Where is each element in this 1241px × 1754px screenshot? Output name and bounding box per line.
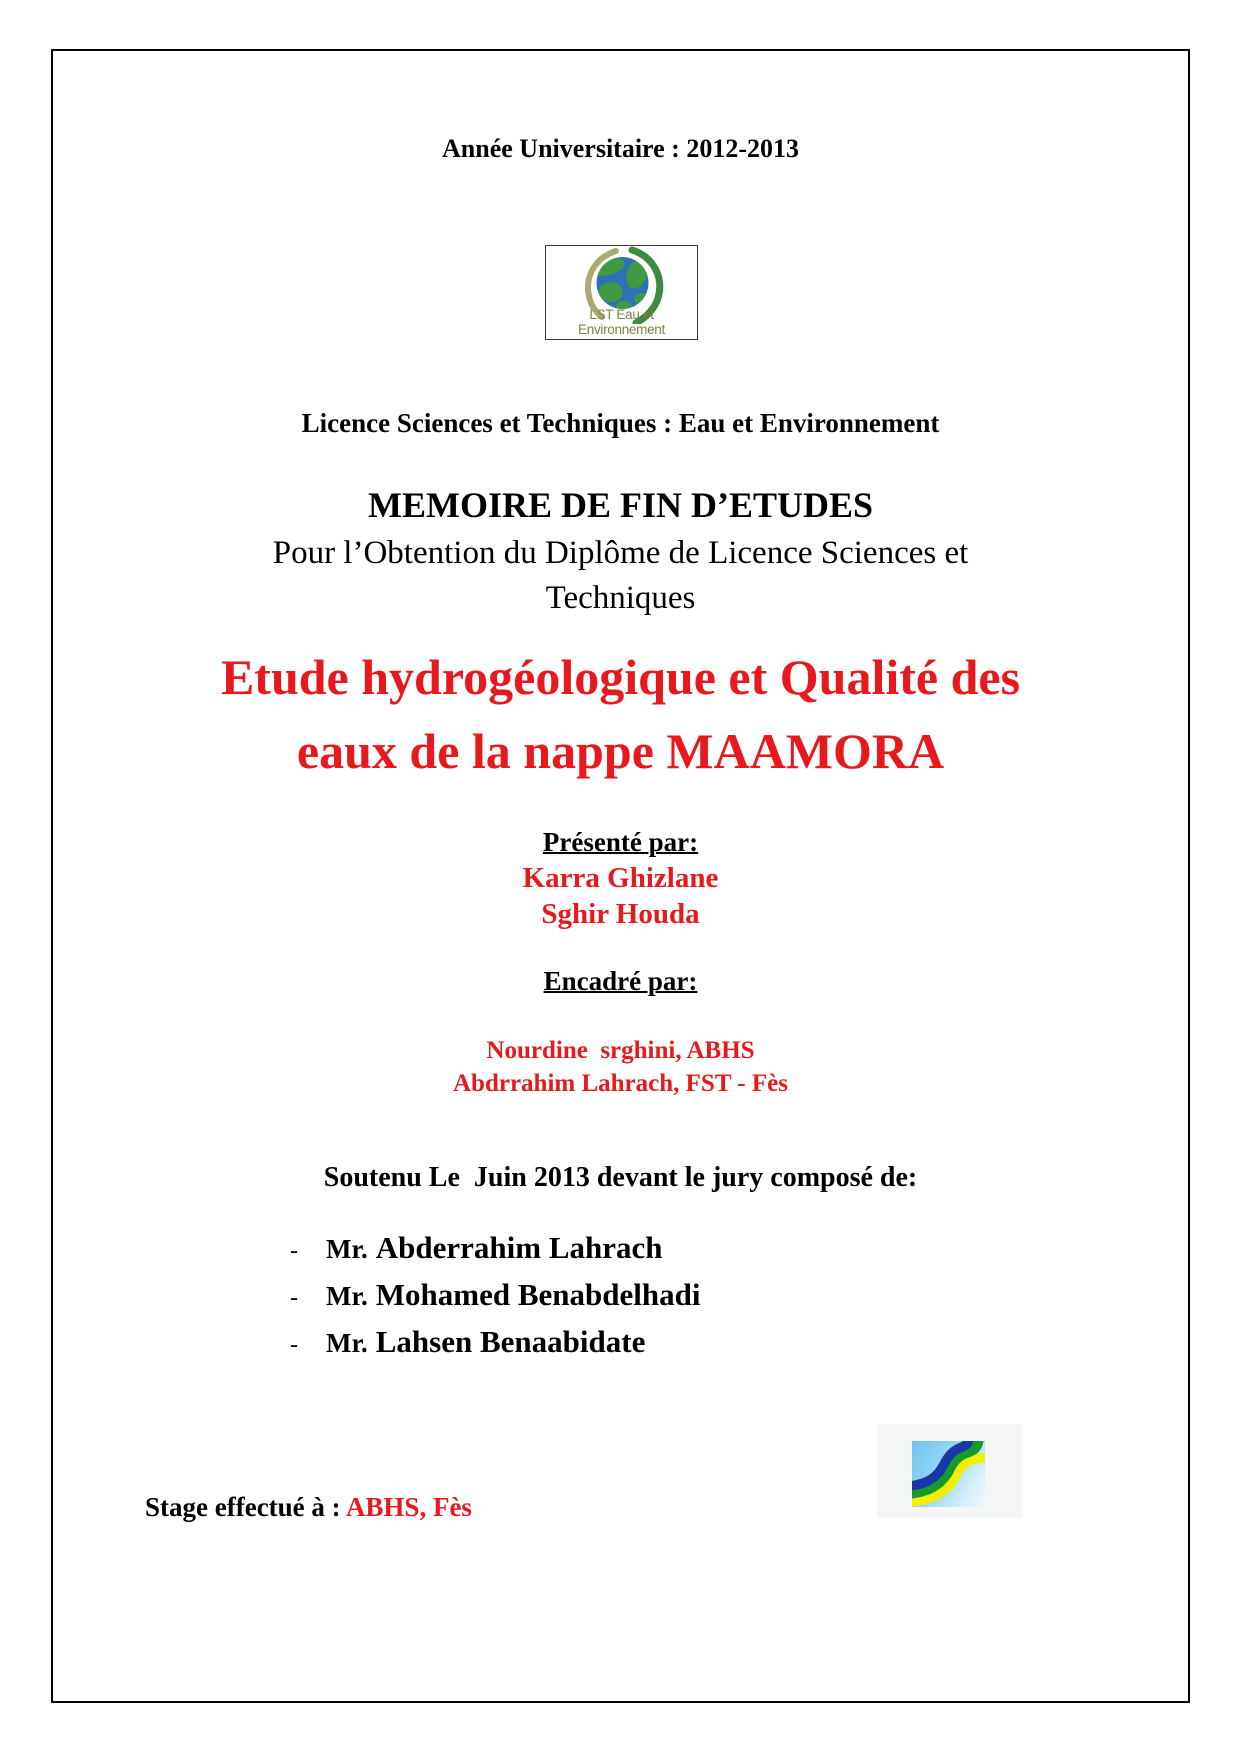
author-name: Karra Ghizlane <box>522 862 719 894</box>
thesis-title-line-1: Etude hydrogéologique et Qualité des <box>220 649 1021 705</box>
supervisor-name: Abdrrahim Lahrach, FST - Fès <box>453 1070 788 1097</box>
presented-by-label: Présenté par: <box>542 827 699 857</box>
internship-location: ABHS, Fès <box>345 1492 472 1522</box>
author-name: Sghir Houda <box>541 898 700 930</box>
internship-line <box>145 1492 472 1523</box>
memoir-heading: MEMOIRE DE FIN D’ETUDES <box>367 485 874 525</box>
thesis-title <box>53 640 1188 788</box>
list-dash-bullet: - <box>290 1285 298 1311</box>
authors-list <box>53 860 1188 932</box>
jury-member-name: Mohamed Benabdelhadi <box>375 1277 701 1312</box>
memoir-subtitle <box>53 531 1188 621</box>
lst-logo <box>545 245 698 340</box>
jury-member-name: Lahsen Benaabidate <box>375 1324 646 1359</box>
supervisor-name: Nourdine srghini, ABHS <box>486 1037 755 1064</box>
jury-list <box>290 1230 700 1371</box>
defense-line: Soutenu Le Juin 2013 devant le jury composé de: <box>323 1162 918 1193</box>
list-dash-bullet: - <box>290 1332 298 1358</box>
jury-member-row <box>290 1277 700 1324</box>
jury-member-title: Mr. <box>326 1234 368 1264</box>
academic-year: Année Universitaire : 2012-2013 <box>442 134 799 163</box>
lst-logo-caption: LST Eau et Environnement <box>578 307 665 337</box>
thesis-title-line-2: eaux de la nappe MAAMORA <box>296 723 945 779</box>
memoir-subtitle-line-2: Techniques <box>545 580 696 616</box>
abhs-logo <box>912 1441 985 1507</box>
jury-member-row <box>290 1324 700 1371</box>
supervisors-list <box>53 1034 1188 1100</box>
jury-member-row <box>290 1230 700 1277</box>
jury-member-name: Abderrahim Lahrach <box>375 1230 663 1265</box>
memoir-subtitle-line-1: Pour l’Obtention du Diplôme de Licence Sciences et <box>272 535 969 571</box>
jury-member-title: Mr. <box>326 1281 368 1311</box>
abhs-river-curve-icon <box>912 1441 985 1507</box>
abhs-logo-panel <box>877 1424 1022 1518</box>
list-dash-bullet: - <box>290 1238 298 1264</box>
program-line: Licence Sciences et Techniques : Eau et Environnement <box>301 408 940 438</box>
supervised-by-label: Encadré par: <box>543 966 698 996</box>
internship-label: Stage effectué à : <box>145 1492 346 1522</box>
jury-member-title: Mr. <box>326 1328 368 1358</box>
